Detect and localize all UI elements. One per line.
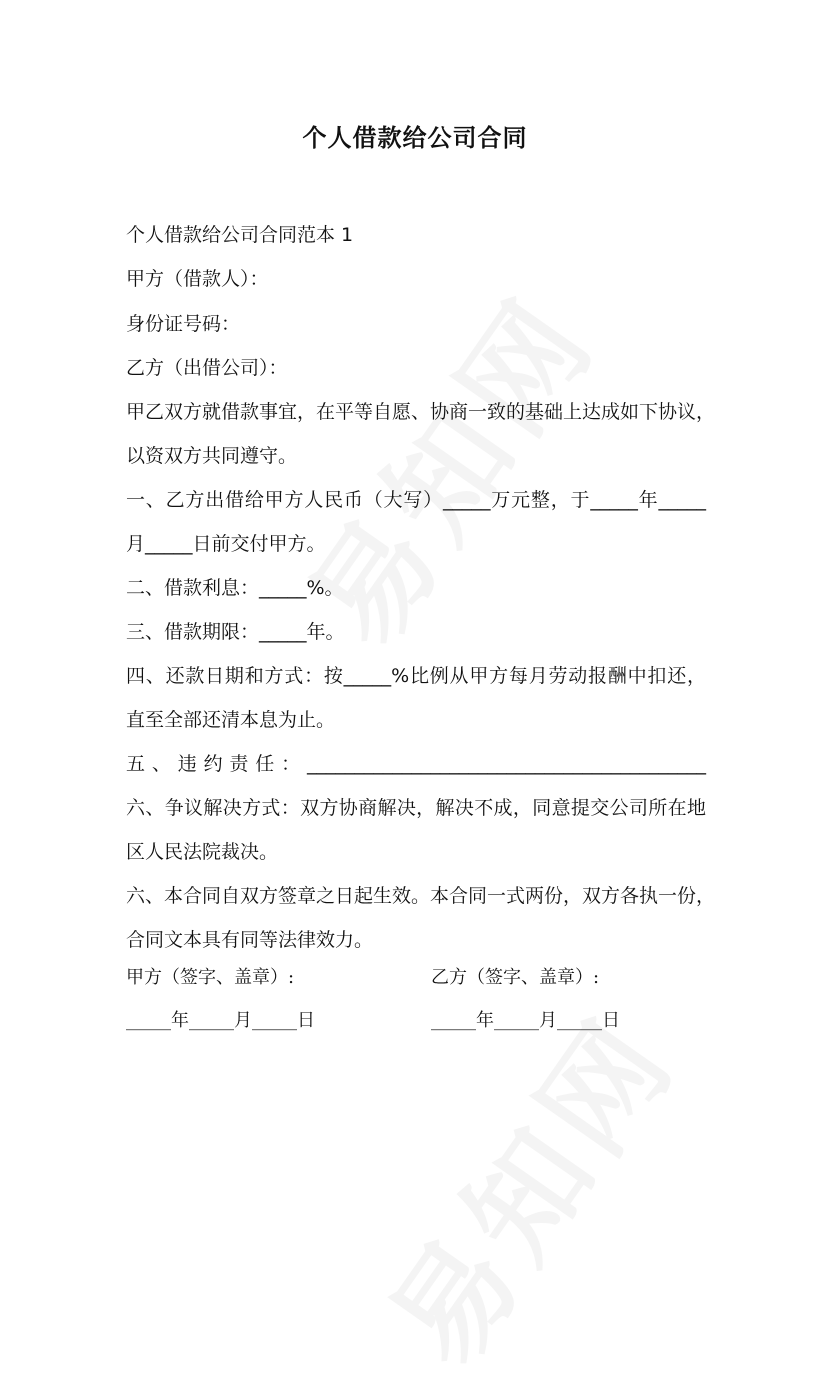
clause-7-line-1: 六、本合同自双方签章之日起生效。本合同一式两份，双方各执一份， <box>126 885 716 907</box>
document-title: 个人借款给公司合同 <box>302 124 528 152</box>
party-a-signature-label: 甲方（签字、盖章）: <box>126 967 295 988</box>
clause-6-line-1: 六、争议解决方式：双方协商解决，解决不成，同意提交公司所在地 <box>126 797 706 819</box>
clause-3-line: 三、借款期限：_____年。 <box>126 621 345 643</box>
clause-6-line-2: 区人民法院裁决。 <box>126 841 279 863</box>
watermark <box>263 257 628 675</box>
party-b-signature-date: _____年_____月_____日 <box>431 1010 620 1031</box>
preamble-line-1: 甲乙双方就借款事宜，在平等自愿、协商一致的基础上达成如下协议， <box>126 401 716 423</box>
party-b-signature-label: 乙方（签字、盖章）: <box>431 967 600 988</box>
clause-4-line-2: 直至全部还清本息为止。 <box>126 709 336 731</box>
party-a-line: 甲方（借款人）： <box>126 268 269 290</box>
clause-4-line-1: 四、还款日期和方式：按_____%比例从甲方每月劳动报酬中扣还， <box>126 665 706 687</box>
clause-1-line-1: 一、乙方出借给甲方人民币（大写）_____万元整，于_____年_____ <box>126 489 706 511</box>
clause-1-line-2: 月_____日前交付甲方。 <box>126 533 326 555</box>
clause-5-line: 五、违约责任：__________________________________________ <box>126 753 706 775</box>
document-subtitle: 个人借款给公司合同范本 1 <box>126 224 354 246</box>
id-number-line: 身份证号码： <box>126 313 241 335</box>
clause-2-line: 二、借款利息：_____%。 <box>126 577 344 599</box>
preamble-line-2: 以资双方共同遵守。 <box>126 445 298 467</box>
clause-7-line-2: 合同文本具有同等法律效力。 <box>126 929 374 951</box>
party-a-signature-date: _____年_____月_____日 <box>126 1010 315 1031</box>
party-b-line: 乙方（出借公司）： <box>126 357 288 379</box>
watermark <box>343 977 708 1395</box>
